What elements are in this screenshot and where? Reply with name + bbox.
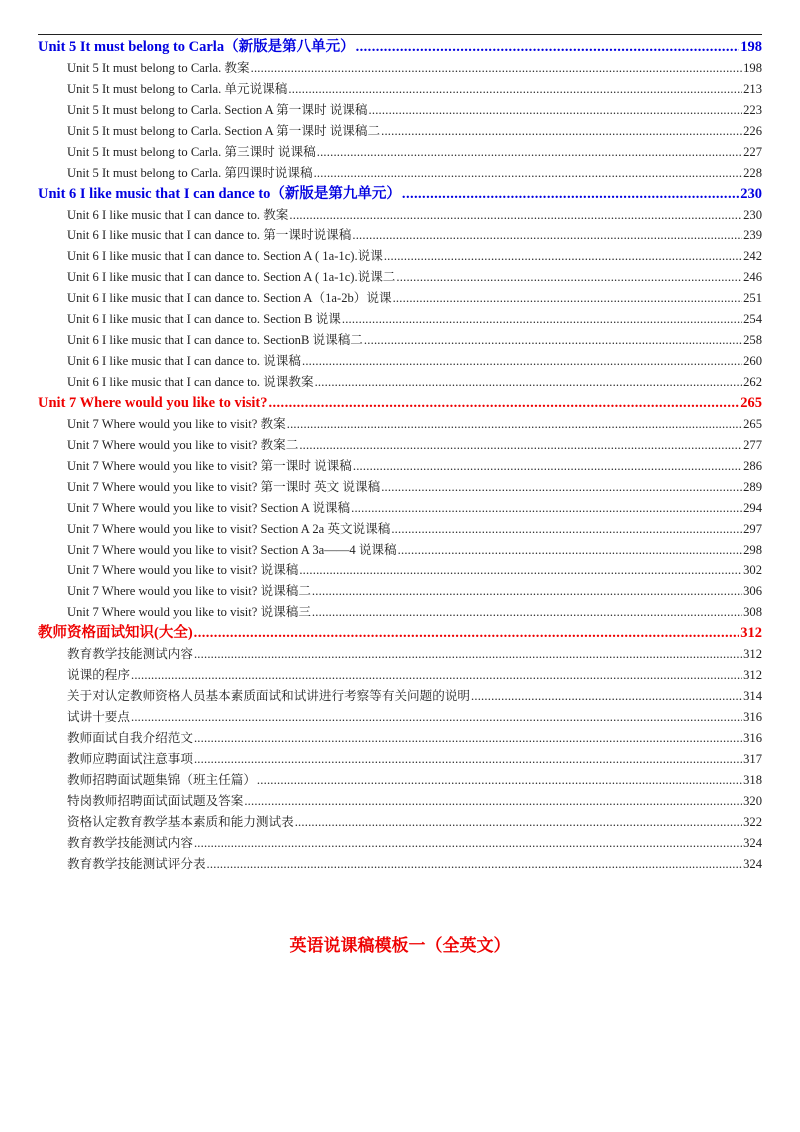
toc-entry-title: Unit 5 It must belong to Carla. 第四课时说课稿 — [67, 165, 313, 180]
toc-entry[interactable] — [38, 309, 762, 330]
dot-leader — [194, 623, 740, 644]
next-section-title: 英语说课稿模板一（全英文） — [289, 936, 511, 955]
dot-leader — [194, 749, 742, 770]
dot-leader — [302, 351, 742, 372]
dot-leader — [391, 519, 742, 540]
dot-leader — [289, 205, 742, 226]
toc-entry-page: 320 — [743, 793, 762, 808]
toc-entry-page: 324 — [743, 835, 762, 850]
toc-entry-page: 227 — [743, 144, 762, 159]
toc-entry[interactable] — [38, 833, 762, 854]
toc-entry-title: Unit 5 It must belong to Carla. Section A 第一课时 说课稿二 — [67, 123, 381, 138]
toc-entry-title: Unit 6 I like music that I can dance to. 说课稿 — [67, 354, 301, 369]
toc-entry-title: Unit 7 Where would you like to visit? 第一课时 说课稿 — [67, 458, 352, 473]
dot-leader — [381, 121, 742, 142]
toc-entry-title: Unit 7 Where would you like to visit? Section A 2a 英文说课稿 — [67, 521, 391, 536]
toc-entry[interactable] — [38, 498, 762, 519]
toc-entry[interactable] — [38, 288, 762, 309]
toc-entry-title: Unit 6 I like music that I can dance to. Section A（1a-2b）说课 — [67, 291, 392, 306]
toc-entry-page: 322 — [743, 814, 762, 829]
toc-entry-page: 242 — [743, 249, 762, 264]
toc-entry-page: 324 — [743, 856, 762, 871]
toc-entry[interactable] — [38, 330, 762, 351]
toc-entry-title: Unit 6 I like music that I can dance to. SectionB 说课稿二 — [67, 333, 363, 348]
dot-leader — [393, 288, 743, 309]
toc-entry-title: Unit 7 Where would you like to visit? 说课稿二 — [67, 584, 311, 599]
toc-entry[interactable] — [38, 749, 762, 770]
toc-entry-title: Unit 7 Where would you like to visit? Section A 说课稿 — [67, 500, 351, 515]
toc-entry[interactable] — [38, 372, 762, 393]
dot-leader — [384, 246, 742, 267]
toc-entry[interactable] — [38, 246, 762, 267]
dot-leader — [299, 560, 742, 581]
dot-leader — [257, 770, 742, 791]
toc-entry[interactable] — [38, 791, 762, 812]
dot-leader — [315, 372, 743, 393]
dot-leader — [402, 184, 739, 205]
dot-leader — [351, 498, 742, 519]
toc-entry-page: 265 — [743, 416, 762, 431]
toc-entry-page: 254 — [743, 312, 762, 327]
toc-section-page: 265 — [740, 394, 762, 411]
toc-section-heading[interactable] — [38, 184, 762, 205]
toc-entry-title: Unit 7 Where would you like to visit? 说课稿 — [67, 563, 299, 578]
toc-entry-title: 教师面试自我介绍范文 — [67, 730, 193, 745]
dot-leader — [268, 393, 739, 414]
dot-leader — [251, 58, 743, 79]
toc-entry-title: 特岗教师招聘面试面试题及答案 — [67, 793, 244, 808]
dot-leader — [244, 791, 742, 812]
toc-entry[interactable] — [38, 225, 762, 246]
toc-entry-title: 关于对认定教师资格人员基本素质面试和试讲进行考察等有关问题的说明 — [67, 689, 470, 704]
toc-entry[interactable] — [38, 100, 762, 121]
dot-leader — [314, 163, 743, 184]
toc-entry-title: 教师招聘面试题集锦（班主任篇） — [67, 772, 256, 787]
toc-section-title: Unit 6 I like music that I can dance to（新版是第九单元） — [38, 185, 401, 202]
toc-entry-title: Unit 7 Where would you like to visit? 第一课时 英文 说课稿 — [67, 479, 381, 494]
toc-entry[interactable] — [38, 644, 762, 665]
dot-leader — [352, 225, 742, 246]
dot-leader — [299, 435, 742, 456]
toc-entry-page: 260 — [743, 354, 762, 369]
toc-entry[interactable] — [38, 435, 762, 456]
toc-entry-title: Unit 6 I like music that I can dance to. 第一课时说课稿 — [67, 228, 352, 243]
table-of-contents — [38, 37, 762, 875]
dot-leader — [312, 581, 742, 602]
toc-entry-title: Unit 7 Where would you like to visit? Section A 3a——4 说课稿 — [67, 542, 397, 557]
toc-entry-page: 277 — [743, 437, 762, 452]
toc-entry[interactable] — [38, 414, 762, 435]
dot-leader — [317, 142, 742, 163]
toc-entry-page: 298 — [743, 542, 762, 557]
toc-entry-page: 230 — [743, 207, 762, 222]
toc-entry-page: 312 — [743, 668, 762, 683]
toc-entry[interactable] — [38, 602, 762, 623]
toc-entry[interactable] — [38, 267, 762, 288]
dot-leader — [381, 477, 742, 498]
toc-entry[interactable] — [38, 519, 762, 540]
toc-section-heading[interactable] — [38, 37, 762, 58]
toc-entry-page: 289 — [743, 479, 762, 494]
dot-leader — [342, 309, 742, 330]
toc-entry-page: 226 — [743, 123, 762, 138]
dot-leader — [353, 456, 742, 477]
dot-leader — [287, 414, 742, 435]
toc-entry-title: Unit 7 Where would you like to visit? 教案二 — [67, 437, 299, 452]
toc-entry-page: 306 — [743, 584, 762, 599]
dot-leader — [356, 37, 740, 58]
dot-leader — [312, 602, 742, 623]
toc-entry-page: 286 — [743, 458, 762, 473]
toc-entry-title: 说课的程序 — [67, 668, 130, 683]
toc-entry-title: 教师应聘面试注意事项 — [67, 751, 193, 766]
toc-entry-title: Unit 7 Where would you like to visit? 教案 — [67, 416, 286, 431]
toc-entry-title: Unit 5 It must belong to Carla. Section A 第一课时 说课稿 — [67, 102, 368, 117]
dot-leader — [131, 707, 742, 728]
toc-entry[interactable] — [38, 121, 762, 142]
toc-entry-page: 318 — [743, 772, 762, 787]
toc-entry[interactable] — [38, 540, 762, 561]
toc-entry-page: 213 — [743, 81, 762, 96]
toc-entry-title: 教育教学技能测试内容 — [67, 835, 193, 850]
toc-entry[interactable] — [38, 477, 762, 498]
toc-entry-page: 316 — [743, 730, 762, 745]
toc-entry-title: Unit 6 I like music that I can dance to. Section A ( 1a-1c).说课 — [67, 249, 383, 264]
dot-leader — [207, 854, 743, 875]
toc-entry-page: 302 — [743, 563, 762, 578]
toc-entry-page: 251 — [743, 291, 762, 306]
toc-section-page: 312 — [740, 625, 762, 642]
toc-entry[interactable] — [38, 581, 762, 602]
toc-entry-page: 262 — [743, 375, 762, 389]
toc-entry-title: Unit 5 It must belong to Carla. 教案 — [67, 60, 250, 75]
dot-leader — [194, 833, 742, 854]
toc-entry-page: 223 — [743, 102, 762, 117]
toc-section-title: 教师资格面试知识(大全) — [38, 625, 193, 642]
toc-section-heading[interactable] — [38, 623, 762, 644]
dot-leader — [364, 330, 742, 351]
toc-entry-title: 教育教学技能测试内容 — [67, 647, 193, 662]
toc-entry-page: 228 — [743, 165, 762, 180]
toc-section-page: 230 — [740, 185, 762, 202]
toc-entry[interactable] — [38, 456, 762, 477]
toc-section-title: Unit 7 Where would you like to visit? — [38, 394, 268, 411]
dot-leader — [288, 79, 742, 100]
toc-section-page: 198 — [740, 39, 762, 55]
dot-leader — [194, 728, 742, 749]
dot-leader — [398, 540, 742, 561]
toc-entry-page: 239 — [743, 228, 762, 243]
dot-leader — [396, 267, 742, 288]
toc-entry-title: Unit 7 Where would you like to visit? 说课稿三 — [67, 605, 311, 620]
toc-entry-title: Unit 6 I like music that I can dance to. 说课教案 — [67, 375, 314, 389]
toc-entry[interactable] — [38, 686, 762, 707]
toc-entry-title: 资格认定教育教学基本素质和能力测试表 — [67, 814, 294, 829]
toc-entry-page: 294 — [743, 500, 762, 515]
toc-entry-page: 316 — [743, 710, 762, 724]
dot-leader — [471, 686, 742, 707]
toc-entry-page: 246 — [743, 270, 762, 285]
toc-entry-page: 312 — [743, 647, 762, 662]
toc-entry[interactable] — [38, 351, 762, 372]
toc-entry-page: 317 — [743, 751, 762, 766]
toc-entry-page: 198 — [743, 60, 762, 75]
toc-entry-title: Unit 5 It must belong to Carla. 单元说课稿 — [67, 81, 288, 96]
dot-leader — [194, 644, 742, 665]
header-rule — [38, 34, 762, 35]
toc-entry-title: Unit 5 It must belong to Carla. 第三课时 说课稿 — [67, 144, 316, 159]
toc-entry[interactable] — [38, 854, 762, 875]
toc-entry[interactable] — [38, 728, 762, 749]
toc-entry-page: 258 — [743, 333, 762, 348]
toc-entry[interactable] — [38, 58, 762, 79]
toc-entry[interactable] — [38, 812, 762, 833]
toc-entry-title: 试讲十要点 — [67, 710, 130, 724]
dot-leader — [369, 100, 743, 121]
toc-entry-title: Unit 6 I like music that I can dance to. Section B 说课 — [67, 312, 341, 327]
toc-entry[interactable] — [38, 560, 762, 581]
toc-section-title: Unit 5 It must belong to Carla（新版是第八单元） — [38, 39, 355, 55]
toc-entry[interactable] — [38, 79, 762, 100]
toc-entry-title: Unit 6 I like music that I can dance to. Section A ( 1a-1c).说课二 — [67, 270, 396, 285]
dot-leader — [131, 665, 742, 686]
toc-entry[interactable] — [38, 665, 762, 686]
toc-entry[interactable] — [38, 770, 762, 791]
toc-entry[interactable] — [38, 205, 762, 226]
toc-entry-page: 308 — [743, 605, 762, 620]
toc-entry[interactable] — [38, 707, 762, 728]
dot-leader — [295, 812, 742, 833]
toc-section-heading[interactable] — [38, 393, 762, 414]
toc-entry[interactable] — [38, 163, 762, 184]
toc-entry-title: Unit 6 I like music that I can dance to. 教案 — [67, 207, 289, 222]
toc-entry[interactable] — [38, 142, 762, 163]
toc-entry-title: 教育教学技能测试评分表 — [67, 856, 206, 871]
toc-entry-page: 314 — [743, 689, 762, 704]
toc-entry-page: 297 — [743, 521, 762, 536]
